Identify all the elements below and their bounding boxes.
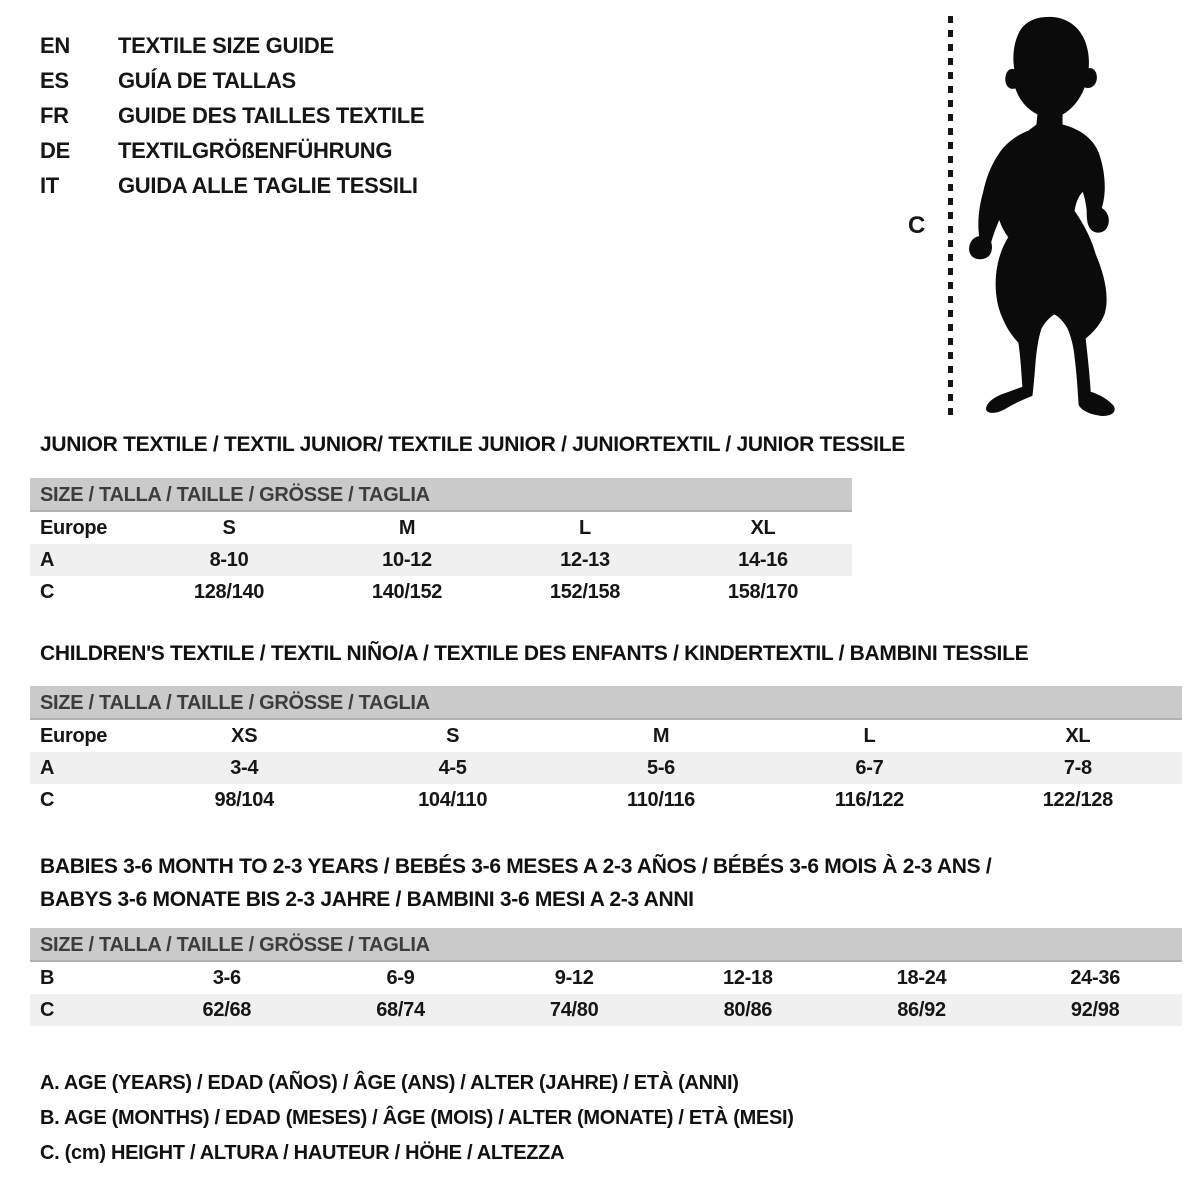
table-cell: 158/170 xyxy=(727,580,799,603)
toddler-silhouette-icon xyxy=(962,14,1140,416)
table-cell: XS xyxy=(231,724,258,747)
language-row-it xyxy=(40,168,424,203)
legend-line-c: C. (cm) HEIGHT / ALTURA / HAUTEUR / HÖHE / ALTEZZA xyxy=(40,1142,565,1164)
size-header-bar: SIZE / TALLA / TAILLE / GRÖSSE / TAGLIA xyxy=(30,686,1182,720)
table-cell: 12-18 xyxy=(723,966,773,989)
size-header-bar: SIZE / TALLA / TAILLE / GRÖSSE / TAGLIA xyxy=(30,478,852,512)
babies-title-line1: BABIES 3-6 MONTH TO 2-3 YEARS / BEBÉS 3-6 MESES A 2-3 AÑOS / BÉBÉS 3-6 MOIS À 2-3 ANS / xyxy=(40,855,992,878)
table-cell: M xyxy=(398,516,416,539)
guide-title-fr: GUIDE DES TAILLES TEXTILE xyxy=(118,102,425,128)
table-cell: L xyxy=(579,516,591,539)
junior-size-table xyxy=(30,478,852,608)
language-code: DE xyxy=(40,137,70,163)
row-label: Europe xyxy=(40,516,108,539)
language-row-es xyxy=(40,63,424,98)
height-measure-dashed-line xyxy=(948,16,953,416)
table-cell: 116/122 xyxy=(834,788,904,811)
table-cell: 14-16 xyxy=(738,548,788,571)
table-row-europe xyxy=(30,720,1182,752)
table-row-europe xyxy=(30,512,852,544)
table-cell: 92/98 xyxy=(1070,998,1120,1021)
table-row-height xyxy=(30,994,1182,1026)
table-cell: 74/80 xyxy=(549,998,599,1021)
children-size-table xyxy=(30,686,1182,816)
height-measure-label: C xyxy=(908,212,926,239)
junior-section-title: JUNIOR TEXTILE / TEXTIL JUNIOR/ TEXTILE JUNIOR / JUNIORTEXTIL / JUNIOR TESSILE xyxy=(40,433,905,456)
table-cell: 122/128 xyxy=(1042,788,1113,811)
babies-size-table xyxy=(30,928,1182,1026)
table-cell: 6-9 xyxy=(386,966,415,989)
row-label: A xyxy=(40,756,55,779)
language-row-de xyxy=(40,133,424,168)
table-cell: 86/92 xyxy=(897,998,946,1021)
table-row-height xyxy=(30,784,1182,816)
row-label: C xyxy=(40,580,55,603)
language-code: IT xyxy=(40,172,59,198)
table-row-age xyxy=(30,752,1182,784)
table-cell: 62/68 xyxy=(202,998,252,1021)
table-cell: 140/152 xyxy=(371,580,443,603)
table-cell: 12-13 xyxy=(560,548,610,571)
table-cell: 24-36 xyxy=(1070,966,1121,989)
children-section-title: CHILDREN'S TEXTILE / TEXTIL NIÑO/A / TEXTILE DES ENFANTS / KINDERTEXTIL / BAMBINI TESSILE xyxy=(40,642,1029,665)
legend-line-b: B. AGE (MONTHS) / EDAD (MESES) / ÂGE (MOIS) / ALTER (MONATE) / ETÀ (MESI) xyxy=(40,1107,794,1129)
language-code: FR xyxy=(40,102,69,128)
table-row-height xyxy=(30,576,852,608)
table-cell: XL xyxy=(1065,724,1091,747)
language-list xyxy=(40,28,424,203)
language-code: ES xyxy=(40,67,69,93)
language-row-en xyxy=(40,28,424,63)
table-row-age-months xyxy=(30,962,1182,994)
table-cell: S xyxy=(446,724,460,747)
table-cell: 110/116 xyxy=(627,788,696,811)
measure-legend xyxy=(40,1066,794,1171)
babies-section-title xyxy=(40,850,991,916)
table-cell: 10-12 xyxy=(382,548,432,571)
guide-title-de: TEXTILGRÖßENFÜHRUNG xyxy=(118,137,393,163)
table-cell: 18-24 xyxy=(896,966,947,989)
row-label: A xyxy=(40,548,55,571)
table-cell: 5-6 xyxy=(647,756,676,779)
guide-title-es: GUÍA DE TALLAS xyxy=(118,67,296,93)
row-label: B xyxy=(40,966,55,989)
table-cell: 98/104 xyxy=(214,788,274,811)
guide-title-it: GUIDA ALLE TAGLIE TESSILI xyxy=(118,172,418,198)
table-cell: 7-8 xyxy=(1063,756,1092,779)
table-cell: 80/86 xyxy=(723,998,773,1021)
language-row-fr xyxy=(40,98,424,133)
table-cell: 128/140 xyxy=(193,580,265,603)
table-cell: L xyxy=(863,724,876,747)
size-header-bar: SIZE / TALLA / TAILLE / GRÖSSE / TAGLIA xyxy=(30,928,1182,962)
table-cell: 8-10 xyxy=(209,548,249,571)
table-cell: 68/74 xyxy=(376,998,425,1021)
table-cell: XL xyxy=(750,516,776,539)
guide-title-en: TEXTILE SIZE GUIDE xyxy=(118,32,334,58)
table-cell: 9-12 xyxy=(554,966,594,989)
table-cell: 3-4 xyxy=(230,756,259,779)
row-label: Europe xyxy=(40,724,108,747)
table-cell: 4-5 xyxy=(438,756,467,779)
table-cell: 6-7 xyxy=(855,756,884,779)
legend-line-a: A. AGE (YEARS) / EDAD (AÑOS) / ÂGE (ANS) / ALTER (JAHRE) / ETÀ (ANNI) xyxy=(40,1072,739,1094)
table-cell: 104/110 xyxy=(418,788,488,811)
table-cell: 3-6 xyxy=(212,966,241,989)
table-cell: 152/158 xyxy=(549,580,621,603)
table-cell: S xyxy=(222,516,236,539)
row-label: C xyxy=(40,788,55,811)
language-code: EN xyxy=(40,32,70,58)
row-label: C xyxy=(40,998,55,1021)
babies-title-line2: BABYS 3-6 MONATE BIS 2-3 JAHRE / BAMBINI 3-6 MESI A 2-3 ANNI xyxy=(40,888,694,911)
table-row-age xyxy=(30,544,852,576)
table-cell: M xyxy=(652,724,670,747)
